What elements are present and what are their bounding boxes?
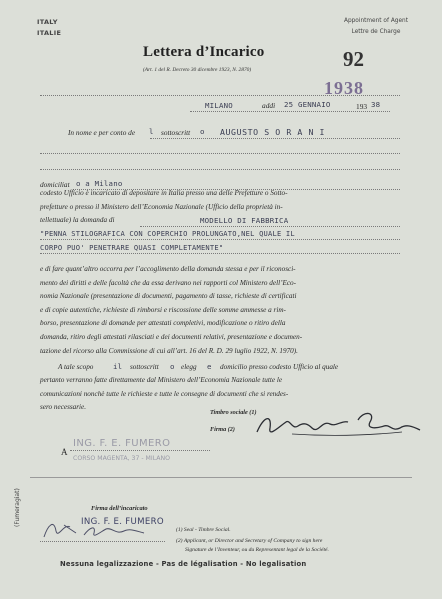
agent-a-label: A [61, 447, 68, 457]
blank-line-1 [40, 153, 400, 154]
body2-line: e di fare quant’altro occorra per l’accoglimento della domanda stessa e per il riconosci- [40, 265, 296, 273]
header-country-fr: ITALIE [37, 29, 62, 37]
scopo-typed1: il [113, 362, 123, 371]
nome-prefix: In nome e per conto de [68, 128, 136, 137]
firma-label: Firma (2) [210, 426, 235, 433]
agent-line [70, 450, 210, 451]
domanda-line [140, 226, 400, 227]
date-year-prefix: 193 [356, 102, 368, 111]
incaricato-signature [40, 513, 150, 541]
blank-line-2 [40, 169, 400, 170]
year-stamp: 1938 [324, 78, 364, 98]
header-country [37, 17, 61, 39]
body3-line: pertanto verranno fatte direttamente dal Ministero dell’Economia Nazionale tutte le [40, 376, 283, 384]
header-doc-type [330, 16, 422, 38]
place-line [190, 111, 390, 112]
header-country-en: ITALY [37, 18, 58, 26]
document-subtitle: (Art. 1 del R. Decreto 30 dicembre 1923, N. 2870) [143, 67, 252, 73]
domanda-line-2 [40, 239, 400, 240]
body2-line: mento dei diritti e delle facoltà che da essa derivano nei rapporti col Ministero dell’Eco- [40, 278, 297, 287]
body1-line: prefetture o presso il Ministero dell’Economia Nazionale (Ufficio della proprietà in- [40, 202, 283, 211]
scopo-prefix: A tale scopo [58, 363, 94, 371]
domicilio-typed: o a Milano [76, 179, 123, 188]
domanda-title-1: "PENNA STILOGRAFICA CON COPERCHIO PROLUNGATO,NEL QUALE IL [40, 229, 295, 238]
scopo-typed2: o [170, 362, 175, 371]
body3-line: comunicazioni nonchè tutte le richieste e tutte le consegne di documenti che si rendes- [40, 389, 289, 398]
body-paragraph-2 [40, 263, 410, 358]
applicant-signature [252, 406, 432, 442]
body2-line: domanda, ritiro degli attestati rilasciati e dei documenti relativi, presentazione e documen- [40, 332, 303, 341]
date-year-suffix: 38 [371, 100, 381, 109]
bottom-divider [30, 477, 412, 478]
body3-line: sero necessarie. [40, 403, 87, 412]
document-number: 92 [343, 47, 364, 71]
firma-incaricato-label: Firma dell’incaricato [91, 505, 148, 512]
nome-mid: sottoscritt [161, 128, 191, 137]
body2-line: e di copie autentiche, richieste di rimborsi e riscossione delle somme ammesse a rim- [40, 305, 286, 314]
footnote-signature-fr: Signature de l’Inventeur, ou du Representant legal de la Société. [185, 547, 329, 553]
domicilio-label: domiciliat [40, 180, 70, 189]
document-title: Lettera d’Incarico [143, 44, 265, 60]
scopo-typed3: e [207, 362, 212, 371]
body2-line: tazione del ricorso alla Commissione di cui all’art. 16 del R. D. 29 luglio 1922, N. 1970). [40, 346, 298, 355]
applicant-name: AUGUSTO S O R A N I [220, 127, 326, 137]
addi-label: addì [262, 101, 276, 110]
header-doc-type-fr: Lettre de Charge [351, 29, 401, 35]
footer-legalisation: Nessuna legalizzazione - Pas de légalisation - No legalisation [60, 560, 307, 568]
top-rule [40, 95, 400, 96]
scopo-mid2: elegg [181, 363, 197, 371]
timbro-label: Timbro sociale (1) [210, 409, 257, 416]
date-day-month: 25 GENNAIO [284, 100, 331, 109]
domanda-line-3 [40, 253, 400, 254]
nome-typed1: l [149, 127, 154, 136]
agent-stamp-name: ING. F. E. FUMERO [73, 438, 171, 449]
nome-typed2: o [200, 127, 205, 136]
header-doc-type-en: Appointment of Agent [343, 18, 409, 24]
footnote-seal: (1) Seal - Timbre Social. [176, 527, 231, 533]
agent-stamp-address: CORSO MAGENTA, 37 - MILANO [73, 455, 171, 462]
place: MILANO [205, 101, 233, 110]
body2-line: borso, presentazione di domande per attestati completivi, modificazione o ritiro della [40, 319, 286, 328]
body1-line: tellettuale) la domanda di [40, 216, 115, 225]
side-label: (Fumeragiat) [14, 488, 21, 527]
nome-line [150, 138, 400, 139]
incaricato-stamp: ING. F. E. FUMERO [81, 517, 164, 527]
body1-line: codesto Ufficio è incaricato di depositare in Italia presso una delle Prefetture o Sotto- [40, 189, 288, 197]
scopo-suffix: domicilio presso codesto Ufficio al quale [220, 363, 339, 371]
footnote-signature-en: (2) Applicant, or Director and Secretary of Company to sign here [176, 538, 323, 544]
scopo-mid1: sottoscritt [130, 363, 159, 371]
incaricato-line [40, 541, 165, 542]
body2-line: nomia Nazionale (presentazione di documenti, pagamento di tasse, richieste di certificati [40, 292, 297, 301]
domanda-type: MODELLO DI FABBRICA [200, 216, 289, 225]
domanda-title-2: CORPO PUO' PENETRARE QUASI COMPLETAMENTE" [40, 243, 224, 252]
